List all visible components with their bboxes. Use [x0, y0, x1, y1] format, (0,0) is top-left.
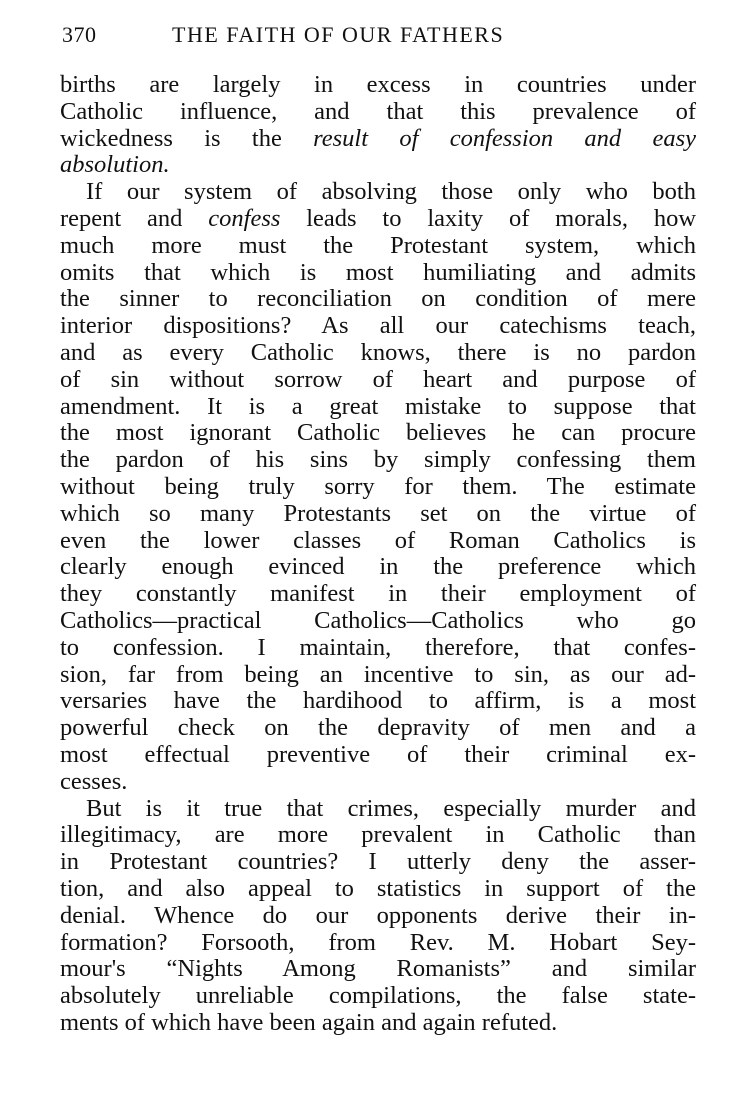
emphasis: confess [208, 204, 281, 232]
text-line: of sin without sorrow of heart and purpose of [60, 365, 696, 393]
text-line: But is it true that crimes, especially murder and [86, 794, 696, 822]
text-line: omits that which is most humiliating and admits [60, 258, 696, 286]
text-line: If our system of absolving those only who both [86, 178, 696, 206]
text-line: powerful check on the depravity of men and a [60, 714, 696, 742]
text-line: in Protestant countries? I utterly deny the asser- [60, 848, 696, 876]
text-line: much more must the Protestant system, which [60, 231, 696, 259]
text-line: even the lower classes of Roman Catholics is [60, 526, 696, 554]
text-line: versaries have the hardihood to affirm, is a most [60, 687, 696, 715]
running-title: THE FAITH OF OUR FATHERS [172, 22, 505, 47]
text-line: cesses. [60, 767, 128, 795]
text-line: Catholics—practical Catholics—Catholics who go [60, 606, 696, 634]
running-head [62, 22, 692, 52]
text-line: amendment. It is a great mistake to suppose that [60, 392, 696, 420]
text-line: without being truly sorry for them. The estimate [60, 472, 696, 500]
text-line: interior dispositions? As all our catechisms teach, [60, 312, 696, 340]
text-line: tion, and also appeal to statistics in support of the [60, 874, 696, 902]
text-line: they constantly manifest in their employment of [60, 580, 696, 608]
text-line: Catholic influence, and that this prevalence of [60, 97, 696, 125]
text-line: formation? Forsooth, from Rev. M. Hobart Sey- [60, 928, 696, 956]
text-line: births are largely in excess in countries under [60, 71, 696, 98]
body-text [60, 72, 696, 1037]
text-line: the pardon of his sins by simply confessing them [60, 446, 696, 474]
text-line: repent and confess leads to laxity of morals, how [60, 204, 697, 232]
text-line: absolutely unreliable compilations, the false state- [60, 982, 696, 1010]
text-line: the sinner to reconciliation on condition of mere [60, 285, 696, 313]
text-line: sion, far from being an incentive to sin, as our ad- [60, 660, 696, 688]
emphasis: result of confession and easy [313, 124, 697, 152]
text-line: and as every Catholic knows, there is no pardon [60, 338, 696, 366]
text-line [60, 152, 696, 179]
text-line: denial. Whence do our opponents derive their in- [60, 901, 696, 929]
text-line: mour's “Nights Among Romanists” and similar [60, 955, 696, 983]
text-line: ments of which have been again and again refuted. [60, 1008, 558, 1036]
text-line: clearly enough evinced in the preference which [60, 553, 696, 581]
text-line: the most ignorant Catholic believes he can procure [60, 419, 696, 447]
emphasis: absolution. [60, 151, 170, 179]
text-line: wickedness is the result of confession and easy [60, 124, 697, 152]
text-line: to confession. I maintain, therefore, that confes- [60, 633, 696, 661]
page-number: 370 [62, 22, 97, 47]
text-line: illegitimacy, are more prevalent in Catholic than [60, 821, 696, 849]
text-line: most effectual preventive of their criminal ex- [60, 740, 696, 768]
text-line: which so many Protestants set on the virtue of [60, 499, 696, 527]
